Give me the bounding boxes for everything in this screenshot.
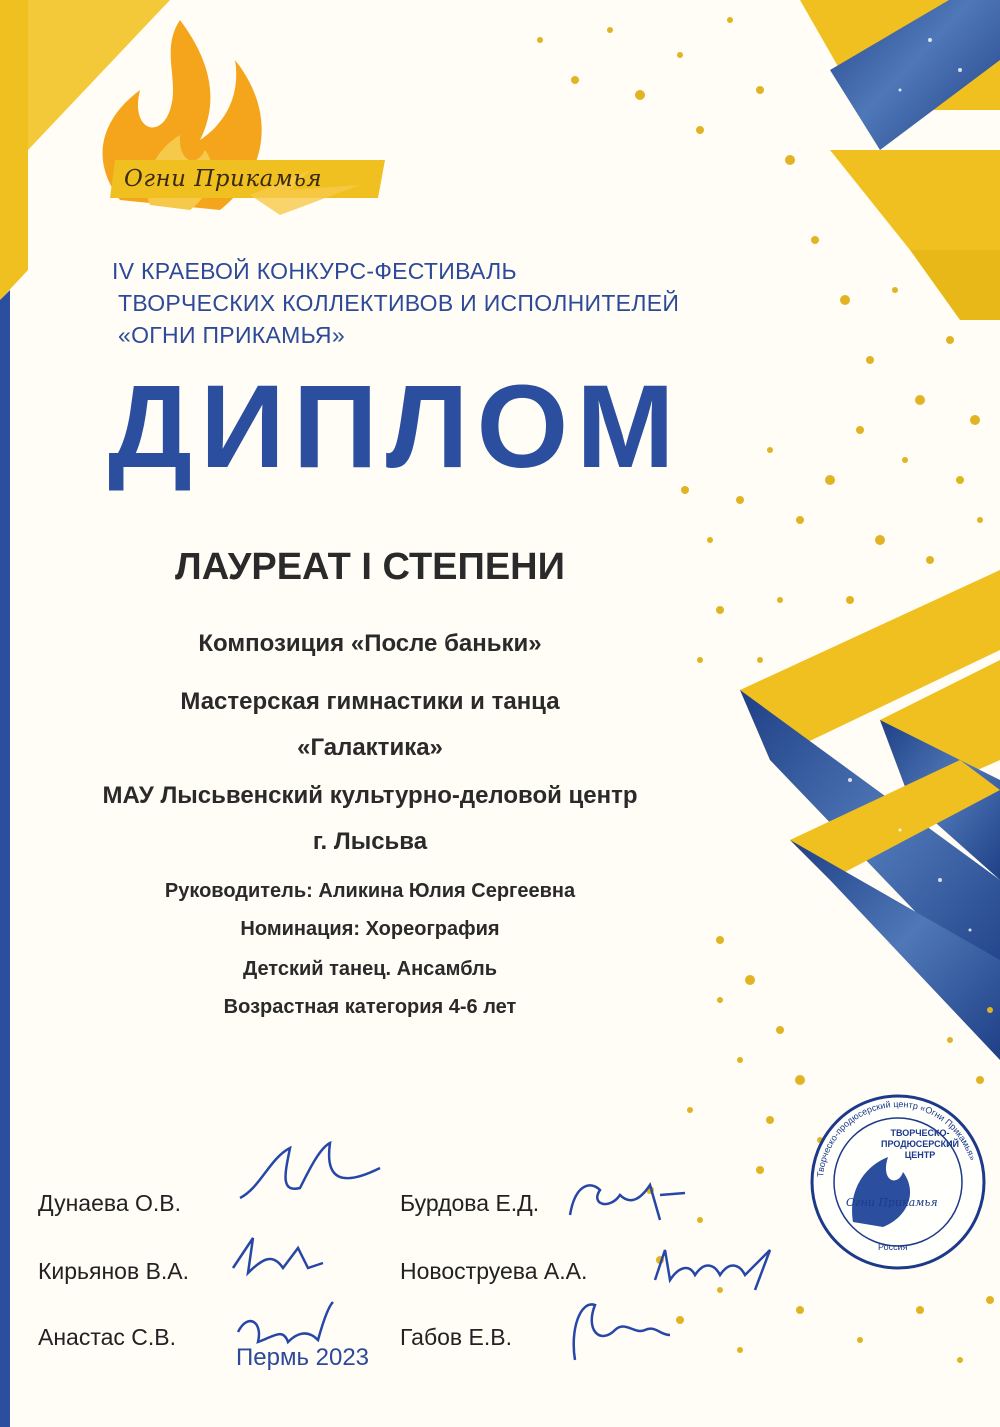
signature-4 <box>560 1165 690 1235</box>
award-level: ЛАУРЕАТ I СТЕПЕНИ <box>175 546 565 588</box>
header-line-3: «ОГНИ ПРИКАМЬЯ» <box>118 322 345 348</box>
collective-line-2: «Галактика» <box>297 734 443 761</box>
jury-left-2: Кирьянов В.А. <box>38 1258 190 1284</box>
nomination: Номинация: Хореография <box>240 918 500 940</box>
city: г. Лысьва <box>312 828 428 855</box>
jury-right-1: Бурдова Е.Д. <box>400 1190 540 1216</box>
header-line-1: IV КРАЕВОЙ КОНКУРС-ФЕСТИВАЛЬ <box>112 258 517 284</box>
signature-1 <box>230 1128 390 1218</box>
jury-right-2: Новоструева А.А. <box>400 1258 588 1284</box>
jury-left-1: Дунаева О.В. <box>38 1190 182 1216</box>
dance-category: Детский танец. Ансамбль <box>242 958 498 980</box>
jury-left-3: Анастас С.В. <box>38 1324 177 1350</box>
signature-6 <box>555 1290 675 1370</box>
festival-header <box>112 255 680 351</box>
diploma-title: ДИПЛОМ <box>108 361 683 493</box>
collective-line-1: Мастерская гимнастики и танца <box>180 688 560 715</box>
age-category: Возрастная категория 4-6 лет <box>223 996 517 1018</box>
jury-right-3: Габов Е.В. <box>400 1324 512 1350</box>
ribbon-top-gold-3 <box>910 250 1000 320</box>
ribbon-top-gold-2 <box>830 150 1000 250</box>
seal-script-text: Огни Прикамья <box>846 1196 938 1209</box>
organization: МАУ Лысьвенский культурно-деловой центр <box>102 782 638 809</box>
leader: Руководитель: Аликина Юлия Сергеевна <box>164 880 576 902</box>
left-blue-band <box>0 290 10 1427</box>
seal-inner-text: ТВОРЧЕСКО-ПРОДЮСЕРСКИЙ ЦЕНТР <box>880 1128 960 1160</box>
place-and-year: Пермь 2023 <box>236 1344 370 1371</box>
signature-2 <box>228 1228 328 1288</box>
seal-country: Россия <box>878 1242 908 1252</box>
composition-title: Композиция «После баньки» <box>198 630 542 657</box>
header-line-2: ТВОРЧЕСКИХ КОЛЛЕКТИВОВ И ИСПОЛНИТЕЛЕЙ <box>118 290 680 316</box>
logo-text: Огни Прикамья <box>124 166 323 192</box>
seal-ring-text: Творческо-продюсерский центр «Огни Прикамья» <box>815 1098 978 1178</box>
left-gold-band <box>0 0 28 300</box>
